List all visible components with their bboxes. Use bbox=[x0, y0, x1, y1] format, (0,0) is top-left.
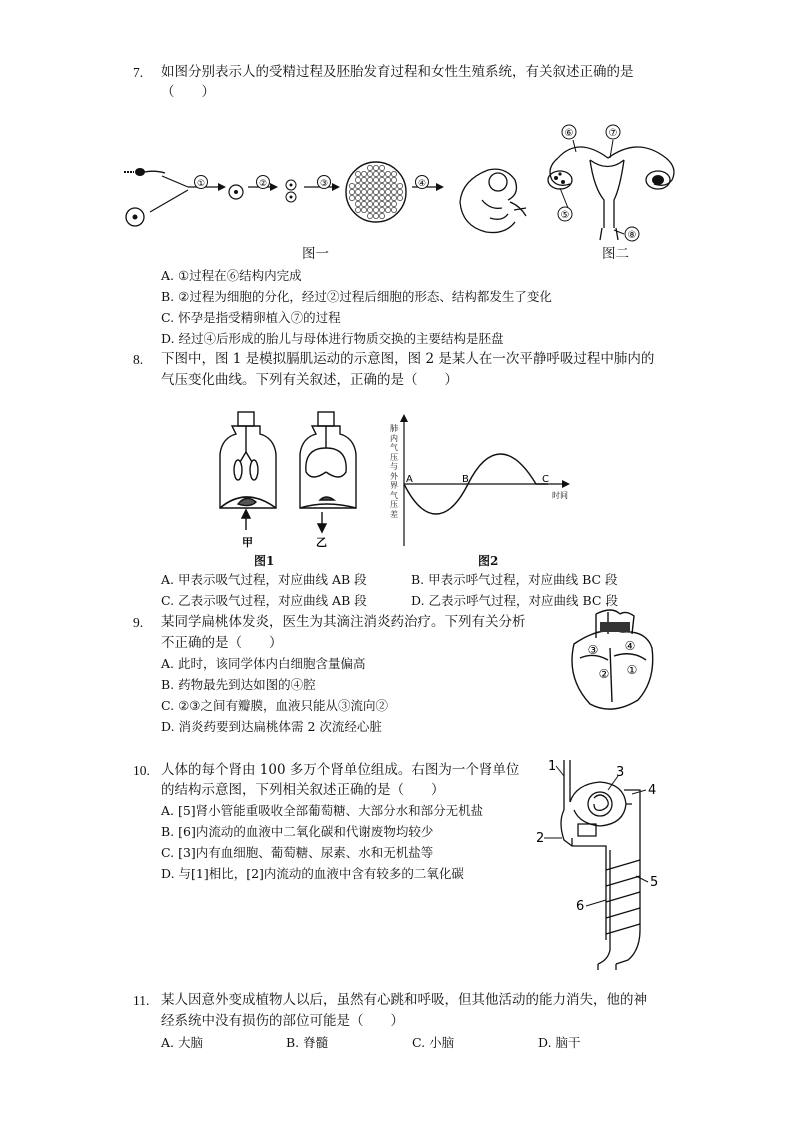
q11-option-a[interactable]: A. 大脑 bbox=[161, 1035, 203, 1050]
nephron-label-2: 2 bbox=[536, 831, 545, 846]
q9-figure-heart bbox=[560, 608, 660, 714]
q11-option-d[interactable]: D. 脑干 bbox=[538, 1035, 581, 1050]
zygote-icon bbox=[229, 185, 243, 199]
q10-number: 10. bbox=[133, 763, 150, 778]
q8-stem-line2: 气压变化曲线。下列有关叙述，正确的是（ ） bbox=[161, 372, 458, 388]
point-b-label: B bbox=[462, 474, 469, 485]
label-6 bbox=[562, 125, 576, 139]
q9-option-c[interactable]: C. ②③之间有瓣膜，血液只能从③流向② bbox=[161, 698, 388, 713]
q7-stem-line2: （ ） bbox=[161, 84, 215, 100]
q10-option-a[interactable]: A. [5]肾小管能重吸收全部葡萄糖、大部分水和部分无机盐 bbox=[161, 803, 484, 818]
q10-stem-line2: 的结构示意图，下列相关叙述正确的是（ ） bbox=[161, 782, 445, 798]
q7-stem-line1: 如图分别表示人的受精过程及胚胎发育过程和女性生殖系统，有关叙述正确的是 bbox=[161, 64, 634, 80]
nephron-label-3: 3 bbox=[616, 765, 625, 780]
step-3-marker bbox=[318, 176, 331, 190]
q8-figure-diaphragm-model bbox=[216, 408, 376, 568]
point-c-label: C bbox=[542, 474, 549, 485]
jar-jia bbox=[220, 412, 276, 530]
q8-ylabel: 肺内气压与外界气压差 bbox=[390, 424, 398, 519]
q8-option-b[interactable]: B. 甲表示呼气过程，对应曲线 BC 段 bbox=[411, 572, 618, 587]
q11-option-c[interactable]: C. 小脑 bbox=[412, 1035, 455, 1050]
step-4-marker bbox=[416, 176, 429, 190]
two-cell-icon bbox=[286, 180, 296, 202]
q11-stem-line1: 某人因意外变成植物人以后，虽然有心跳和呼吸，但其他活动的能力消失，他的神 bbox=[161, 992, 647, 1008]
nephron-label-6: 6 bbox=[576, 899, 585, 914]
q10-option-b[interactable]: B. [6]内流动的血液中二氧化碳和代谢废物均较少 bbox=[161, 824, 434, 839]
q11-stem-line2: 经系统中没有损伤的部位可能是（ ） bbox=[161, 1013, 404, 1029]
q9-option-d[interactable]: D. 消炎药要到达扁桃体需 2 次流经心脏 bbox=[161, 719, 382, 734]
nephron-label-4: 4 bbox=[648, 783, 657, 798]
q8-fig2-caption: 图2 bbox=[478, 554, 499, 568]
svg-text:⑤: ⑤ bbox=[560, 210, 570, 221]
q7-option-a[interactable]: A. ①过程在⑥结构内完成 bbox=[161, 268, 302, 283]
step-1-marker bbox=[195, 176, 208, 190]
q8-figure-pressure-curve bbox=[376, 412, 576, 552]
step-2-marker bbox=[257, 176, 270, 190]
q7-fig2-caption: 图二 bbox=[602, 246, 629, 262]
svg-text:④: ④ bbox=[417, 179, 427, 189]
q7-figure-reproductive-system bbox=[538, 118, 684, 248]
label-7 bbox=[606, 125, 620, 139]
jar-label-yi: 乙 bbox=[316, 536, 327, 549]
q7-figure-development bbox=[110, 140, 530, 250]
q8-number: 8. bbox=[133, 352, 144, 367]
q8-stem-line1: 下图中，图 1 是模拟膈肌运动的示意图，图 2 是某人在一次平静呼吸过程中肺内的 bbox=[161, 351, 655, 367]
q9-stem-line1: 某同学扁桃体发炎，医生为其滴注消炎药治疗。下列有关分析 bbox=[161, 614, 526, 630]
heart-label-2: ② bbox=[598, 667, 610, 681]
embryo-cell-mass-icon bbox=[346, 162, 406, 222]
egg-cell-icon bbox=[126, 208, 144, 226]
sperm-icon bbox=[124, 168, 165, 176]
q11-option-b[interactable]: B. 脊髓 bbox=[286, 1035, 329, 1050]
q10-stem-line1: 人体的每个肾由 100 多万个肾单位组成。右图为一个肾单位 bbox=[161, 762, 520, 778]
q7-fig1-caption: 图一 bbox=[302, 246, 329, 262]
q10-option-c[interactable]: C. [3]内有血细胞、葡萄糖、尿素、水和无机盐等 bbox=[161, 845, 434, 860]
point-a-label: A bbox=[406, 474, 413, 485]
svg-text:③: ③ bbox=[319, 179, 329, 189]
q9-option-b[interactable]: B. 药物最先到达如图的④腔 bbox=[161, 677, 316, 692]
jar-label-jia: 甲 bbox=[242, 536, 253, 549]
q9-option-a[interactable]: A. 此时，该同学体内白细胞含量偏高 bbox=[161, 656, 366, 671]
q7-option-c[interactable]: C. 怀孕是指受精卵植入⑦的过程 bbox=[161, 310, 341, 325]
svg-text:⑦: ⑦ bbox=[608, 128, 618, 139]
q11-number: 11. bbox=[133, 993, 150, 1008]
q9-number: 9. bbox=[133, 615, 144, 630]
fetus-icon bbox=[460, 169, 526, 232]
heart-label-3: ③ bbox=[587, 643, 599, 657]
q8-option-c[interactable]: C. 乙表示吸气过程，对应曲线 AB 段 bbox=[161, 593, 367, 608]
q8-option-a[interactable]: A. 甲表示吸气过程，对应曲线 AB 段 bbox=[161, 572, 367, 587]
q10-option-d[interactable]: D. 与[1]相比，[2]内流动的血液中含有较多的二氧化碳 bbox=[161, 866, 464, 881]
q7-option-b[interactable]: B. ②过程为细胞的分化，经过②过程后细胞的形态、结构都发生了变化 bbox=[161, 289, 552, 304]
label-8 bbox=[625, 227, 639, 241]
label-5 bbox=[558, 207, 572, 221]
q8-xlabel: 时间 bbox=[552, 491, 568, 500]
q9-stem-line2: 不正确的是（ ） bbox=[161, 635, 283, 651]
q10-figure-nephron bbox=[536, 760, 676, 970]
q7-number: 7. bbox=[133, 65, 144, 80]
jar-yi bbox=[300, 412, 356, 532]
svg-text:②: ② bbox=[258, 179, 268, 189]
svg-text:①: ① bbox=[196, 179, 206, 189]
q8-option-d[interactable]: D. 乙表示呼气过程，对应曲线 BC 段 bbox=[411, 593, 618, 608]
heart-label-4: ④ bbox=[624, 639, 636, 653]
svg-text:⑥: ⑥ bbox=[564, 128, 574, 139]
svg-text:⑧: ⑧ bbox=[627, 230, 637, 241]
nephron-label-5: 5 bbox=[650, 875, 659, 890]
q7-option-d[interactable]: D. 经过④后形成的胎儿与母体进行物质交换的主要结构是胚盘 bbox=[161, 331, 504, 346]
heart-label-1: ① bbox=[626, 663, 638, 677]
q8-fig1-caption: 图1 bbox=[254, 554, 275, 568]
nephron-label-1: 1 bbox=[548, 760, 557, 774]
